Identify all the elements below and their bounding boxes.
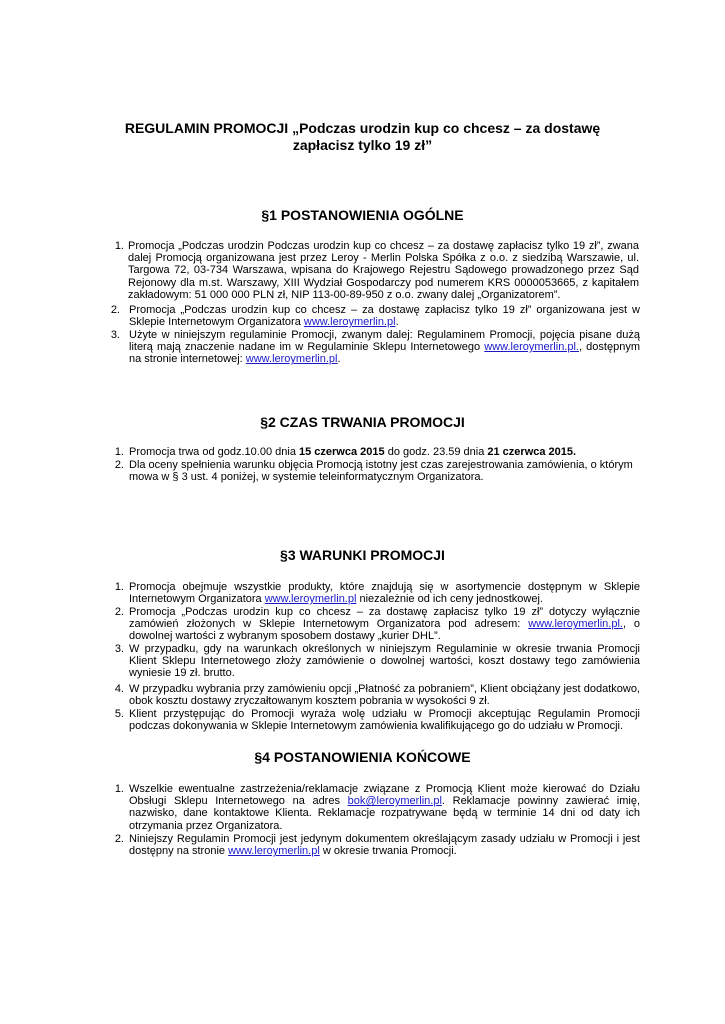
item-text: [129, 783, 640, 832]
leroymerlin-link[interactable]: www.leroymerlin.pl.: [528, 618, 623, 631]
item-text-part: . Reklamacje powinny zawierać imię, nazwisko, dane kontaktowe Klienta. Reklamacje rozpatrywane będą w terminie 14 dni od daty ich otrzymania przez Organizatora.: [129, 795, 640, 832]
item-text-part: Użyte w niniejszym regulaminie Promocji, zwanym dalej: Regulaminem Promocji, pojęcia pisane dużą literą mają znaczenie nadane im w Regulaminie Sklepu Internetowego: [129, 329, 640, 354]
leroymerlin-link[interactable]: www.leroymerlin.pl: [264, 593, 357, 606]
item-text-part: .: [337, 353, 341, 366]
section-2-heading: §2 CZAS TRWANIA PROMOCJI: [260, 414, 465, 430]
item-text: W przypadku wybrania przy zamówieniu opcji „Płatność za pobraniem”, Klient obciążany jest dodatkowo, obok kosztu dostawy zryczałtowanym kosztem pobrania w wysokości 9 zł.: [129, 683, 640, 708]
item-number: 1.: [114, 446, 124, 458]
leroymerlin-link[interactable]: www.leroymerlin.pl: [228, 845, 320, 858]
item-number: 3.: [114, 643, 124, 655]
item-number: 5.: [114, 708, 124, 720]
item-text: [129, 304, 640, 328]
document-title: [90, 120, 635, 154]
item-number: 1.: [114, 240, 124, 252]
section-1-heading: §1 POSTANOWIENIA OGÓLNE: [261, 207, 464, 223]
section-4-heading: §4 POSTANOWIENIA KOŃCOWE: [254, 749, 471, 765]
item-text: [129, 833, 640, 857]
item-number: 2.: [114, 459, 124, 471]
item-text: Promocja „Podczas urodzin Podczas urodzin kup co chcesz – za dostawę zapłacisz tylko 19 zł”, zwana dalej Promocją organizowana jest przez Leroy - Merlin Polska Spółka z o.o. z siedzibą Warszawie, ul. Targowa 72, 03-734 Warszawa, wpisana do Krajowego Rejestru Sądowego prowadzonego przez Sąd Rejonowy dla m.st. Warszawy, XIII Wydział Gospodarczy pod numerem KRS 0000053665, z kapitałem zakładowym: 51 000 000 PLN zł, NIP 113-00-89-950 z o.o. zwany dalej „Organizatorem”.: [128, 240, 639, 301]
title-line-1: REGULAMIN PROMOCJI „Podczas urodzin kup co chcesz – za dostawę: [124, 120, 601, 136]
item-text: [129, 606, 640, 643]
item-number: 3.: [110, 329, 120, 341]
item-text-part: Niniejszy Regulamin Promocji jest jedynym dokumentem określającym zasady udziału w Promocji i jest dostępny na stronie: [129, 833, 640, 858]
item-text-part: niezależnie od ich ceny jednostkowej.: [356, 593, 543, 606]
item-text-part: w okresie trwania Promocji.: [319, 845, 457, 858]
item-text-part: , dostępnym na stronie internetowej:: [129, 341, 640, 366]
start-date: 15 czerwca 2015: [299, 446, 385, 458]
item-text: [129, 581, 640, 605]
end-date: 21 czerwca 2015.: [487, 446, 577, 458]
item-number: 2.: [110, 304, 120, 316]
item-text-part: Promocja „Podczas urodzin kup co chcesz – za dostawę zapłacisz tylko 19 zł” organizowana jest w Sklepie Internetowym Organizatora: [129, 304, 640, 329]
item-number: 1.: [114, 783, 124, 795]
leroymerlin-link-2[interactable]: www.leroymerlin.pl: [245, 353, 338, 366]
item-text-part: do godz. 23.59 dnia: [384, 446, 488, 458]
item-text-part: , o dowolnej wartości z wybranym sposobem dostawy „kurier DHL”.: [129, 618, 640, 643]
item-text-part: Promocja „Podczas urodzin kup co chcesz – za dostawę zapłacisz tylko 19 zł” dotyczy wyłącznie zamówień złożonych w Sklepie Internetowym Organizatora pod adresem:: [129, 606, 640, 631]
email-link[interactable]: bok@leroymerlin.pl: [347, 795, 442, 808]
item-text-part: .: [395, 316, 399, 329]
item-text-part: Wszelkie ewentualne zastrzeżenia/reklamacje związane z Promocją Klient może kierować do Działu Obsługi Sklepu Internetowego na adres: [129, 783, 640, 808]
section-3-heading: §3 WARUNKI PROMOCJI: [280, 547, 445, 563]
item-number: 2.: [114, 606, 124, 618]
leroymerlin-link[interactable]: www.leroymerlin.pl: [303, 316, 396, 329]
leroymerlin-link[interactable]: www.leroymerlin.pl.: [484, 341, 579, 354]
item-text-part: Promocja obejmuje wszystkie produkty, które znajdują się w asortymencie dostępnym w Sklepie Internetowym Organizatora: [129, 581, 640, 606]
item-text-part: Promocja trwa od godz.10.00 dnia: [129, 446, 299, 458]
item-number: 1.: [114, 581, 124, 593]
item-text: Dla oceny spełnienia warunku objęcia Promocją istotny jest czas zarejestrowania zamówienia, o którym mowa w § 3 ust. 4 poniżej, w systemie teleinformatycznym Organizatora.: [129, 459, 633, 484]
item-number: 2.: [114, 833, 124, 845]
item-number: 4.: [114, 683, 124, 695]
item-text: [129, 329, 640, 366]
item-text: Klient przystępując do Promocji wyraża wolę udziału w Promocji akceptując Regulamin Promocji podczas dokonywania w Sklepie Internetowym zamówienia kwalifikującego go do udziału w Promocji.: [129, 708, 640, 733]
item-text: [129, 446, 640, 458]
title-line-2: zapłacisz tylko 19 zł”: [292, 137, 433, 153]
item-text: W przypadku, gdy na warunkach określonych w niniejszym Regulaminie w okresie trwania Promocji Klient Sklepu Internetowego złoży zamówienie o dowolnej wartości, koszt dostawy tego zamówienia wyniesie 19 zł. brutto.: [129, 643, 640, 680]
